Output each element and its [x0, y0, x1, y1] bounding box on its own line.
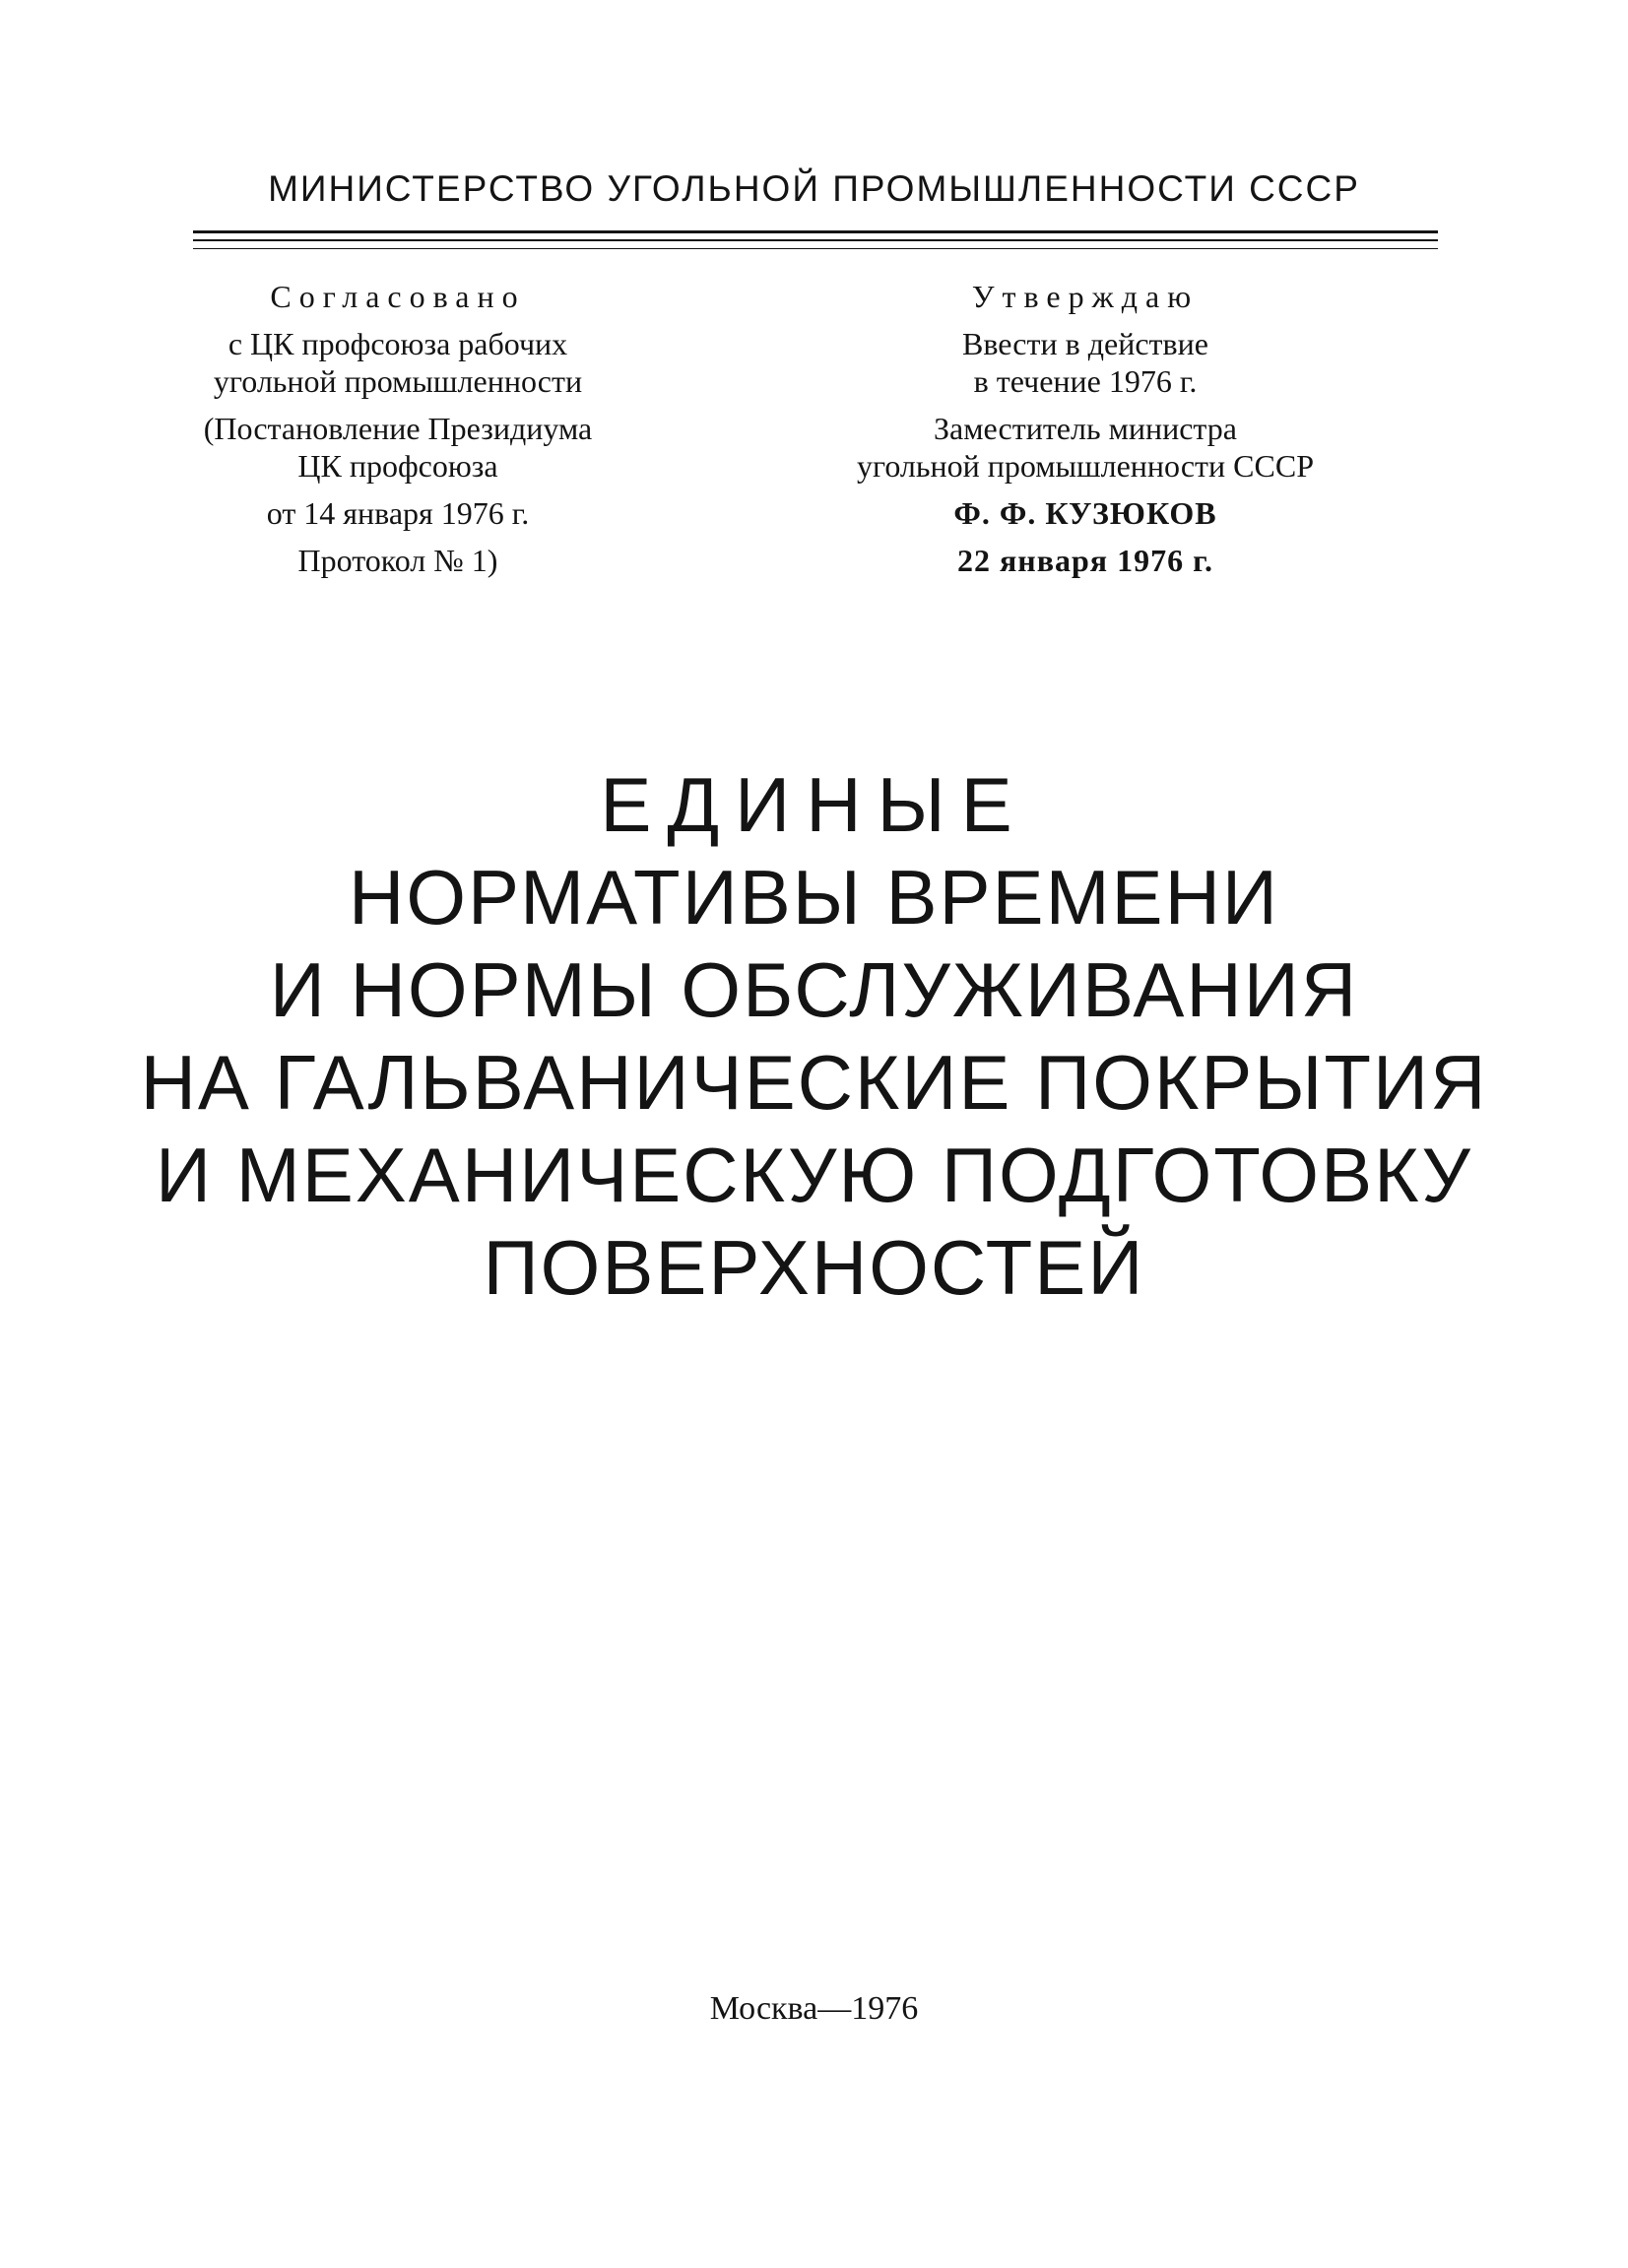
agreed-line: (Постановление Президиума — [203, 411, 593, 446]
approved-line: в течение 1976 г. — [973, 363, 1198, 399]
document-title — [0, 758, 1628, 1314]
title-line: И МЕХАНИЧЕСКУЮ ПОДГОТОВКУ — [156, 1132, 1472, 1218]
imprint-city-year: Москва—1976 — [709, 1990, 919, 2027]
header-rule-bottom — [193, 248, 1438, 249]
agreed-line: угольной промышленности — [213, 363, 583, 399]
agreed-protocol: Протокол № 1) — [297, 543, 498, 578]
approved-heading: Утверждаю — [971, 279, 1200, 314]
agreed-block-union — [122, 325, 674, 400]
agreed-date: от 14 января 1976 г. — [266, 495, 530, 531]
title-line: И НОРМЫ ОБСЛУЖИВАНИЯ — [269, 946, 1359, 1033]
approved-line: Заместитель министра — [934, 411, 1237, 446]
agreed-line: ЦК профсоюза — [297, 448, 498, 484]
title-line: ЕДИНЫЕ — [600, 761, 1028, 848]
agreed-heading: Согласовано — [270, 279, 526, 314]
agreed-line: с ЦК профсоюза рабочих — [228, 326, 568, 361]
title-line: НА ГАЛЬВАНИЧЕСКИЕ ПОКРЫТИЯ — [140, 1039, 1488, 1126]
approved-line: угольной промышленности СССР — [857, 448, 1314, 484]
title-line: ПОВЕРХНОСТЕЙ — [483, 1224, 1145, 1311]
approved-date: 22 января 1976 г. — [956, 543, 1214, 578]
approval-left-column — [122, 278, 674, 589]
title-line: НОРМАТИВЫ ВРЕМЕНИ — [349, 854, 1279, 940]
approved-line: Ввести в действие — [962, 326, 1208, 361]
approved-signatory: Ф. Ф. КУЗЮКОВ — [953, 495, 1217, 531]
approval-right-column — [810, 278, 1361, 589]
approved-block-position — [810, 410, 1361, 485]
ministry-header: МИНИСТЕРСТВО УГОЛЬНОЙ ПРОМЫШЛЕННОСТИ СССР — [268, 168, 1360, 209]
approved-block-effective — [810, 325, 1361, 400]
header-rule-top — [193, 230, 1438, 233]
header-rule-middle — [193, 239, 1438, 241]
agreed-block-resolution — [122, 410, 674, 485]
